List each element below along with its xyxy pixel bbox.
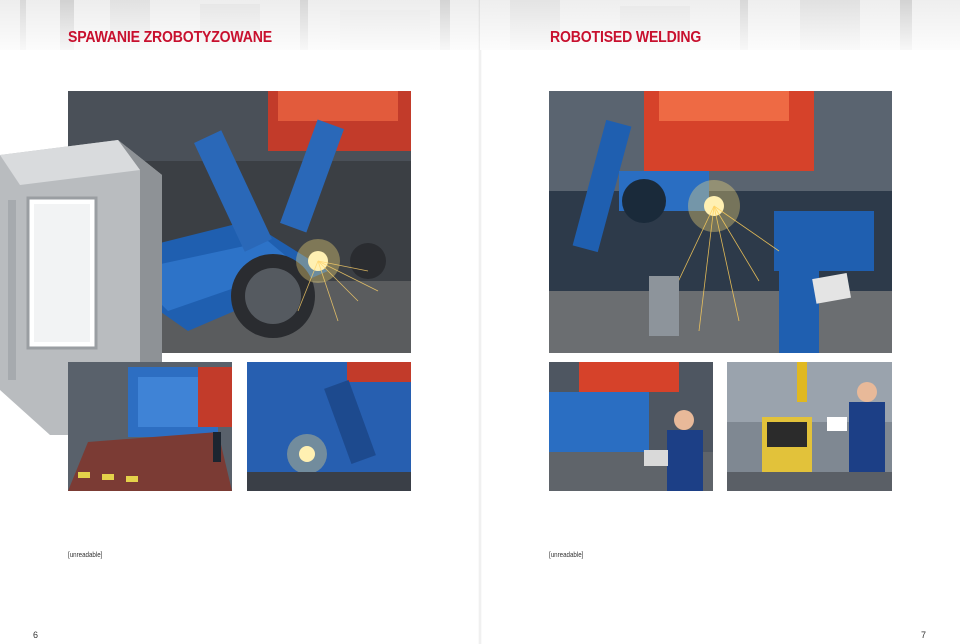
left-body-text: [unreadable]	[68, 550, 103, 559]
left-small-photo-1	[68, 362, 232, 491]
right-page-title: ROBOTISED WELDING	[550, 29, 702, 46]
right-small-photo-2	[727, 362, 892, 491]
right-main-photo	[549, 91, 892, 353]
right-small-photo-1	[549, 362, 713, 491]
right-page	[480, 0, 960, 644]
left-page-number: 6	[33, 630, 39, 640]
right-body-text: [unreadable]	[549, 550, 584, 559]
left-small-photo-2	[247, 362, 411, 491]
right-page-number: 7	[921, 630, 927, 640]
left-page-title: SPAWANIE ZROBOTYZOWANE	[68, 29, 272, 46]
